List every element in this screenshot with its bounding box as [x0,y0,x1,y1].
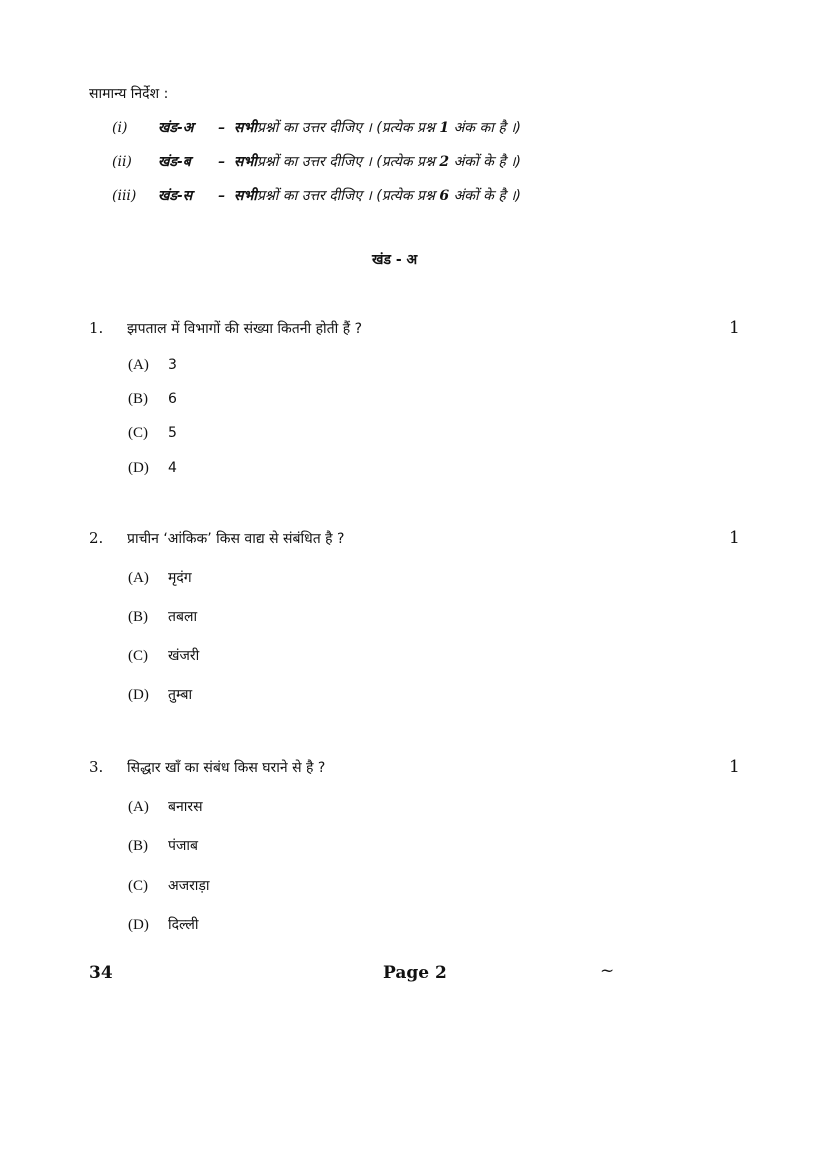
option-c [128,876,210,895]
instruction-tail: अंक का है ।) [453,120,521,136]
question-marks: 1 [729,528,740,548]
option-label: (A) [128,570,149,586]
instruction-all: सभी [234,188,257,204]
instruction-text: प्रश्नों का उत्तर दीजिए । (प्रत्येक प्रश्न [256,154,435,170]
option-a [128,568,192,587]
option-a [128,357,177,374]
option-text: अजराड़ा [168,878,210,894]
option-text: 5 [168,425,177,441]
option-text: 3 [168,357,177,373]
page-number: Page 2 [383,963,447,983]
option-label: (D) [128,687,149,703]
option-b [128,391,177,408]
option-text: तुम्बा [168,687,193,703]
option-label: (A) [128,357,149,373]
option-d [128,685,192,704]
option-label: (B) [128,609,148,625]
option-label: (B) [128,391,148,407]
question-text: प्राचीन ‘आंकिक’ किस वाद्य से संबंधित है ? [127,531,345,547]
question-marks: 1 [729,318,740,338]
instruction-text: प्रश्नों का उत्तर दीजिए । (प्रत्येक प्रश्न [256,188,435,204]
instruction-marks: 1 [439,120,450,136]
instruction-tail: अंकों के है ।) [453,154,521,170]
question-number: 3. [89,758,104,776]
option-text: 4 [168,460,177,476]
instruction-marks: 2 [439,154,450,170]
option-label: (C) [128,425,148,441]
option-label: (D) [128,917,149,933]
instruction-all: सभी [234,120,257,136]
option-text: खंजरी [168,648,200,664]
instructions-heading: सामान्य निर्देश : [89,86,169,102]
option-label: (A) [128,799,149,815]
option-text: बनारस [168,799,203,815]
option-text: तबला [168,609,198,625]
option-text: दिल्ली [168,917,199,933]
instruction-item [112,186,521,205]
instruction-dash: – [218,188,225,204]
option-b [128,607,197,626]
option-label: (D) [128,460,149,476]
question-number: 2. [89,529,104,547]
instruction-section: खंड-अ [158,120,194,136]
instruction-number: (i) [112,120,128,136]
paper-code: 34 [89,963,113,983]
option-text: मृदंग [168,570,192,586]
instruction-marks: 6 [439,188,450,204]
instruction-dash: – [218,154,225,170]
question-marks: 1 [729,757,740,777]
instruction-tail: अंकों के है ।) [453,188,521,204]
option-label: (B) [128,838,148,854]
instruction-section: खंड-स [158,188,193,204]
option-text: 6 [168,391,177,407]
instruction-text: प्रश्नों का उत्तर दीजिए । (प्रत्येक प्रश्न [256,120,435,136]
instruction-all: सभी [234,154,257,170]
question-text: सिद्धार खाँ का संबंध किस घराने से है ? [127,760,326,776]
section-title: खंड - अ [372,252,418,268]
instruction-dash: – [218,120,225,136]
option-d [128,460,177,477]
option-b [128,836,198,855]
instruction-number: (ii) [112,154,132,170]
option-label: (C) [128,648,148,664]
instruction-section: खंड-ब [158,154,191,170]
option-label: (C) [128,878,148,894]
footer-mark: ~ [600,961,615,981]
option-c [128,646,199,665]
option-d [128,915,199,934]
instruction-item [112,152,521,171]
option-c [128,425,177,442]
option-text: पंजाब [168,838,198,854]
option-a [128,797,203,816]
question-text: झपताल में विभागों की संख्या कितनी होती हैं ? [127,321,363,337]
instruction-item [112,118,521,137]
question-number: 1. [89,319,104,337]
instruction-number: (iii) [112,188,137,204]
